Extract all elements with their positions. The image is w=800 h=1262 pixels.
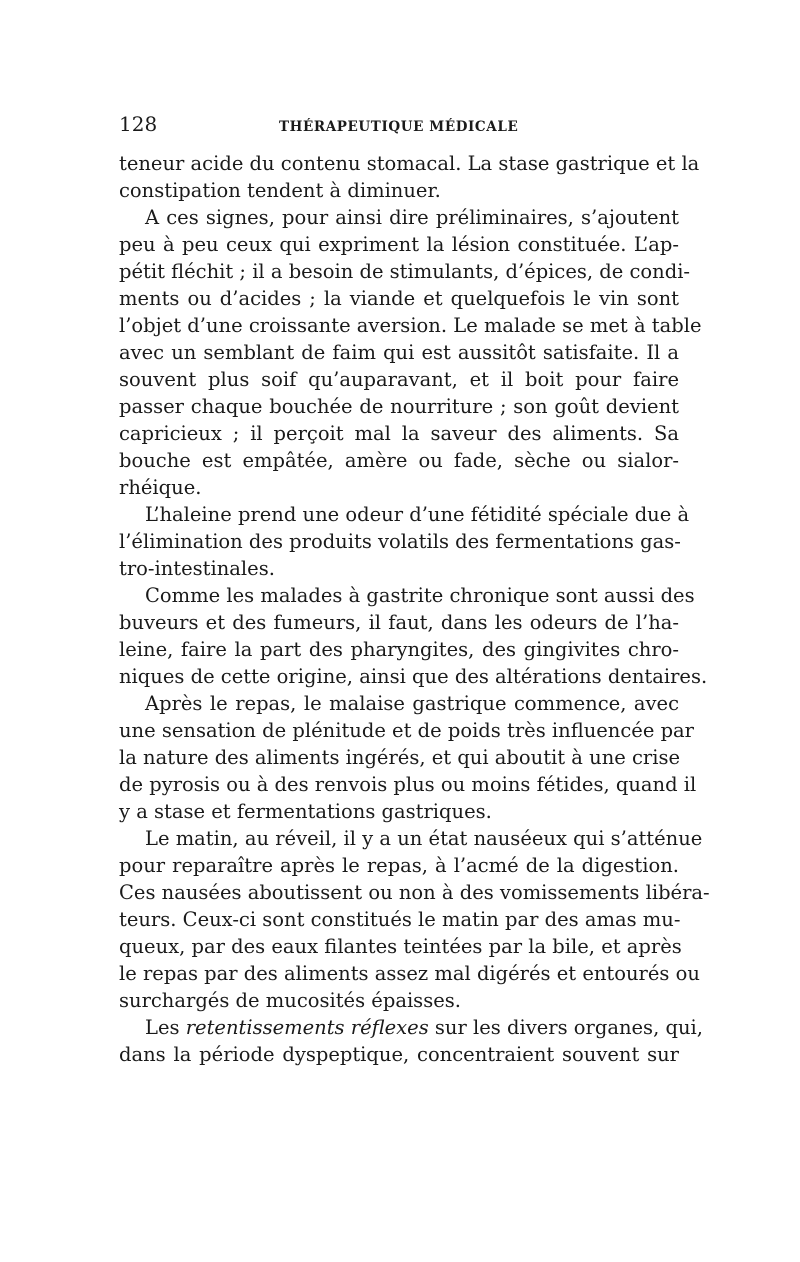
text-line bbox=[119, 1014, 703, 1041]
text-line: niques de cette origine, ainsi que des altérations dentaires. bbox=[119, 665, 708, 688]
italic-phrase: retentissements réflexes bbox=[185, 1016, 429, 1039]
text-line: capricieux ; il perçoit mal la saveur des aliments. Sa bbox=[119, 422, 679, 445]
text-line: passer chaque bouchée de nourriture ; son goût devient bbox=[119, 395, 679, 418]
text-line: pour reparaître après le repas, à l’acmé de la digestion. bbox=[119, 854, 679, 877]
text-line: Après le repas, le malaise gastrique commence, avec bbox=[145, 692, 679, 715]
text-line: peu à peu ceux qui expriment la lésion constituée. L’ap- bbox=[119, 233, 679, 256]
text-line: teneur acide du contenu stomacal. La stase gastrique et la bbox=[119, 152, 700, 175]
text-line: tro-intestinales. bbox=[119, 557, 275, 580]
text-line: souvent plus soif qu’auparavant, et il boit pour faire bbox=[119, 368, 679, 391]
text-line: la nature des aliments ingérés, et qui aboutit à une crise bbox=[119, 746, 681, 769]
text-fragment: Les bbox=[145, 1016, 186, 1039]
text-line: surchargés de mucosités épaisses. bbox=[119, 989, 461, 1012]
text-line: pétit fléchit ; il a besoin de stimulants, d’épices, de condi- bbox=[119, 260, 691, 283]
text-line: Ces nausées aboutissent ou non à des vomissements libéra- bbox=[119, 881, 710, 904]
text-line: dans la période dyspeptique, concentraient souvent sur bbox=[119, 1043, 679, 1066]
text-line: l’objet d’une croissante aversion. Le malade se met à table bbox=[119, 314, 702, 337]
text-line: leine, faire la part des pharyngites, des gingivites chro- bbox=[119, 638, 679, 661]
text-fragment: sur les divers organes, qui, bbox=[428, 1016, 703, 1039]
text-line: constipation tendent à diminuer. bbox=[119, 179, 441, 202]
text-line: de pyrosis ou à des renvois plus ou moins fétides, quand il bbox=[119, 773, 697, 796]
page-number: 128 bbox=[119, 112, 158, 136]
text-line: teurs. Ceux-ci sont constitués le matin par des amas mu- bbox=[119, 908, 681, 931]
text-line: y a stase et fermentations gastriques. bbox=[119, 800, 492, 823]
text-line: L’haleine prend une odeur d’une fétidité spéciale due à bbox=[145, 503, 690, 526]
text-line: Le matin, au réveil, il y a un état nauséeux qui s’atténue bbox=[145, 827, 703, 850]
text-line: queux, par des eaux filantes teintées par la bile, et après bbox=[119, 935, 682, 958]
text-line: une sensation de plénitude et de poids très influencée par bbox=[119, 719, 694, 742]
text-line: buveurs et des fumeurs, il faut, dans les odeurs de l’ha- bbox=[119, 611, 679, 634]
text-line: rhéique. bbox=[119, 476, 202, 499]
page bbox=[119, 112, 710, 1068]
text-line: Comme les malades à gastrite chronique sont aussi des bbox=[145, 584, 695, 607]
text-line: le repas par des aliments assez mal digérés et entourés ou bbox=[119, 962, 700, 985]
text-line: ments ou d’acides ; la viande et quelquefois le vin sont bbox=[119, 287, 679, 310]
body-text bbox=[119, 150, 710, 1068]
text-line: A ces signes, pour ainsi dire préliminaires, s’ajoutent bbox=[145, 206, 679, 229]
text-line: avec un semblant de faim qui est aussitôt satisfaite. Il a bbox=[119, 341, 679, 364]
text-line: bouche est empâtée, amère ou fade, sèche ou sialor- bbox=[119, 449, 679, 472]
running-title: THÉRAPEUTIQUE MÉDICALE bbox=[279, 119, 519, 135]
text-line: l’élimination des produits volatils des fermentations gas- bbox=[119, 530, 681, 553]
running-head bbox=[119, 112, 679, 142]
